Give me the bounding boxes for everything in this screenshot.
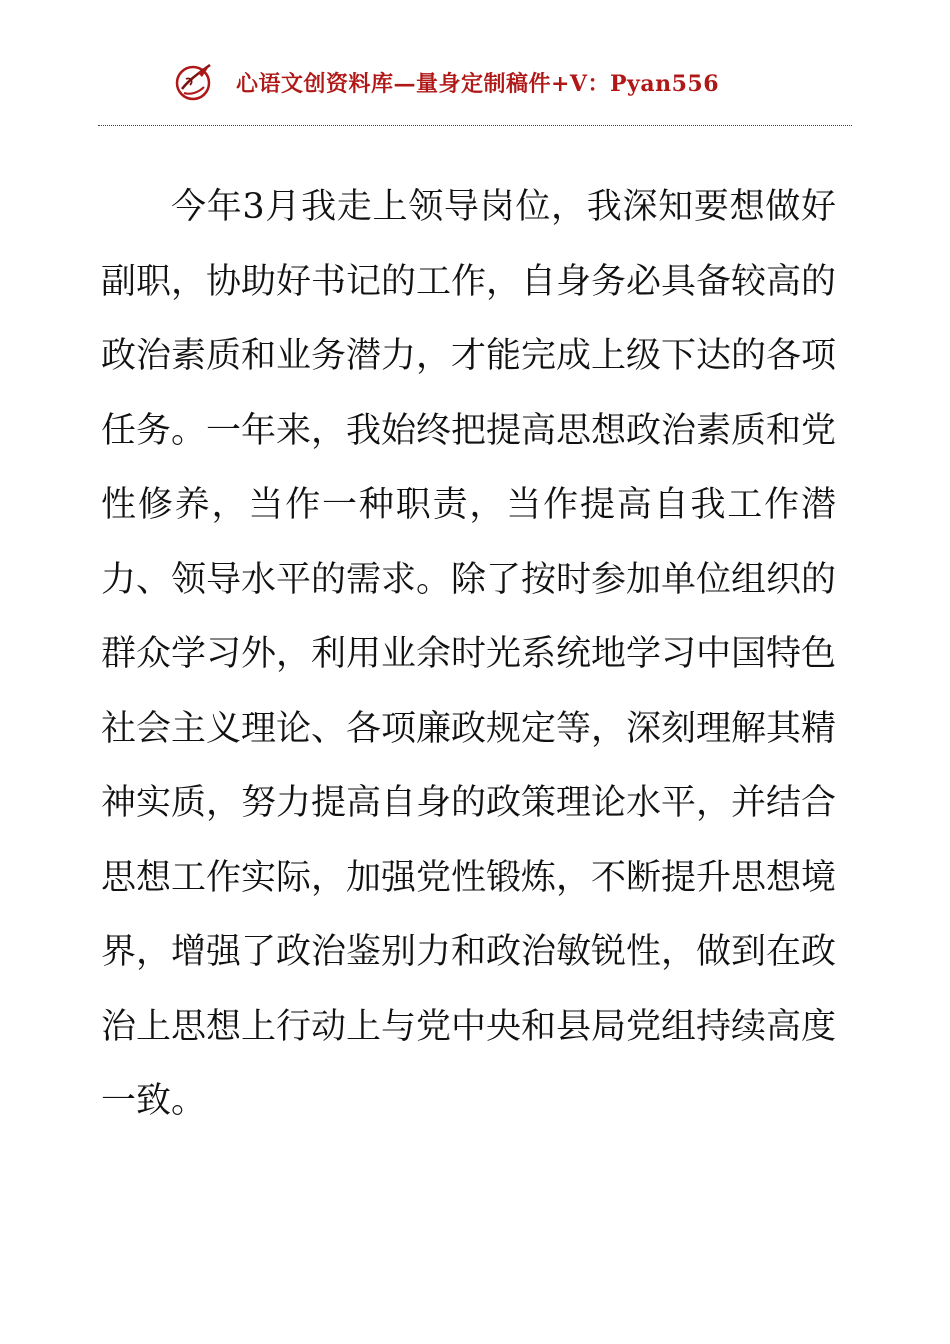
header-divider (98, 125, 852, 126)
page-header (172, 58, 719, 106)
body-paragraph: 今年3月我走上领导岗位，我深知要想做好副职，协助好书记的工作，自身务必具备较高的政治素质和业务潜力，才能完成上级下达的各项任务。一年来，我始终把提高思想政治素质和党性修养，当作一种职责，当作提高自我工作潜力、领导水平的需求。除了按时参加单位组织的群众学习外，利用业余时光系统地学习中国特色社会主义理论、各项廉政规定等，深刻理解其精神实质，努力提高自身的政策理论水平，并结合思想工作实际，加强党性锻炼，不断提升思想境界，增强了政治鉴别力和政治敏锐性，做到在政治上思想上行动上与党中央和县局党组持续高度一致。 (101, 187, 837, 1121)
header-title: 心语文创资料库—量身定制稿件+V：Pyan556 (236, 70, 720, 97)
quill-pen-logo-icon (172, 59, 218, 105)
